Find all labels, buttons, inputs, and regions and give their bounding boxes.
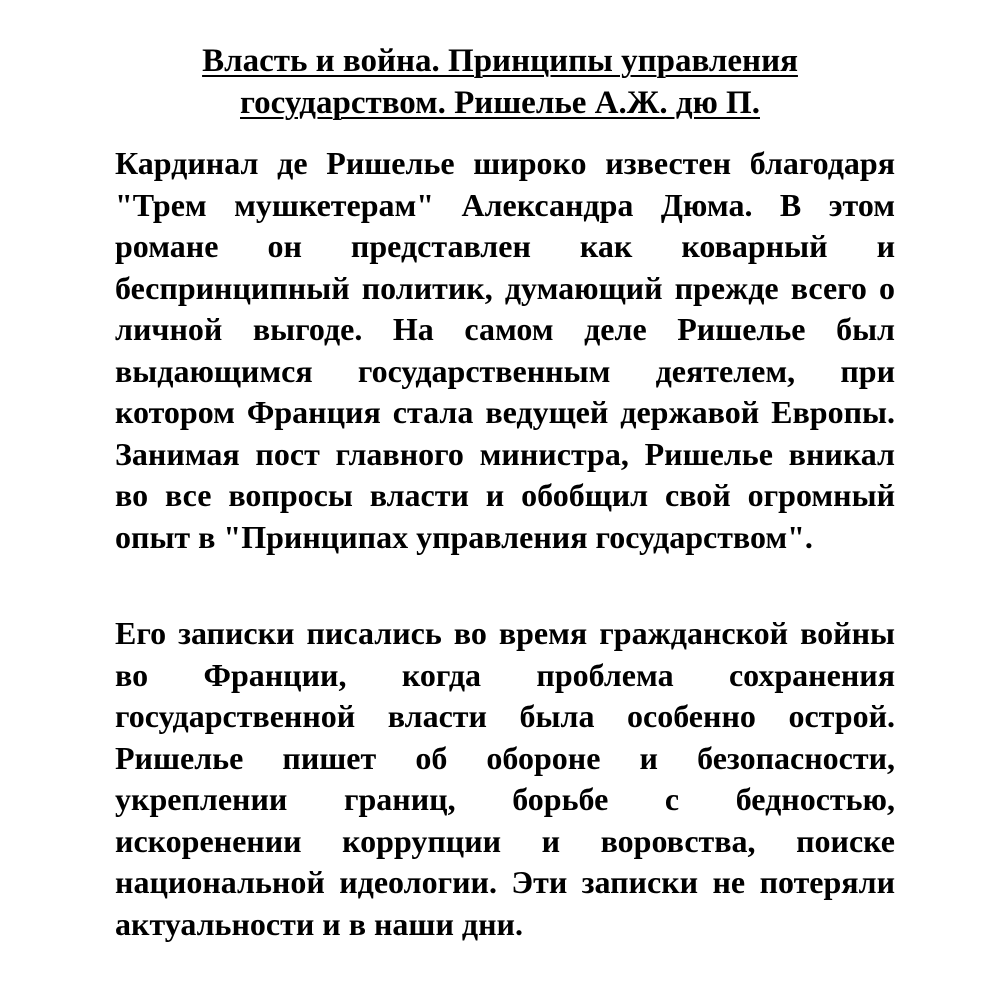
paragraph-intro: Кардинал де Ришелье широко известен благодаря "Трем мушкетерам" Александра Дюма. В этом романе он представлен как коварный и беспринципный политик, думающий прежде всего о личной выгоде. На самом деле Ришелье был выдающимся государственным деятелем, при котором Франция стала ведущей державой Европы. Занимая пост главного министра, Ришелье вникал во все вопросы власти и обобщил свой огромный опыт в "Принципах управления государством".: [115, 145, 895, 555]
document-title: [100, 40, 900, 124]
title-line-2: государством. Ришелье А.Ж. дю П.: [240, 85, 760, 121]
title-line-1: Власть и война. Принципы управления: [202, 43, 798, 79]
paragraph-notes: Его записки писались во время гражданской войны во Франции, когда проблема сохранения государственной власти была особенно острой. Ришелье пишет об обороне и безопасности, укреплении границ, борьбе с бедностью, искоренении коррупции и воровства, поиске национальной идеологии. Эти записки не потеряли актуальности и в наши дни.: [115, 615, 895, 942]
